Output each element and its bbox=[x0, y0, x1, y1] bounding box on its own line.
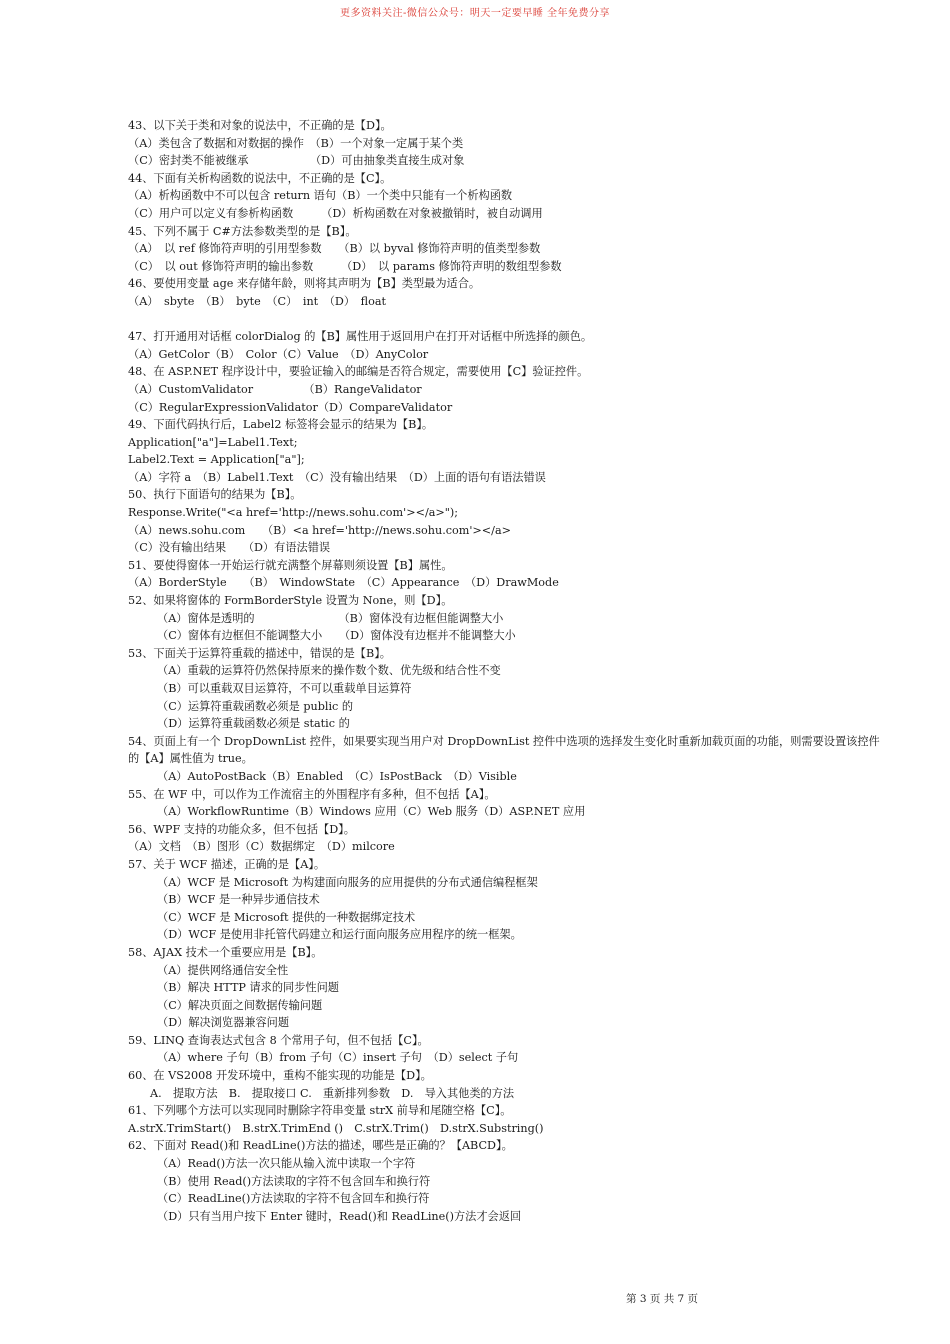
page-header-banner: 更多资料关注-微信公众号：明天一定要早睡 全年免费分享 bbox=[339, 8, 611, 19]
text-line: （B）WCF 是一种异步通信技术 bbox=[157, 893, 320, 907]
page-number-footer: 第 3 页 共 7 页 bbox=[626, 1293, 699, 1305]
question-text: 47、打开通用对话框 colorDialog 的【B】属性用于返回用户在打开对话框中所选择的颜色。 bbox=[128, 330, 593, 344]
text-line: （A）WCF 是 Microsoft 为构建面向服务的应用提供的分布式通信编程框架 bbox=[157, 875, 538, 889]
text-line: （A）Read()方法一次只能从输入流中读取一个字符 bbox=[157, 1157, 416, 1171]
text-line: （C）解决页面之间数据传输问题 bbox=[157, 998, 323, 1012]
text-line: （A）CustomValidator （B）RangeValidator bbox=[128, 382, 422, 396]
question-text: 58、AJAX 技术一个重要应用是【B】。 bbox=[128, 945, 323, 959]
text-line: （A）news.sohu.com （B）<a href='http://news.sohu.com'></a> bbox=[128, 523, 511, 537]
text-line: （C）RegularExpressionValidator（D）CompareValidator bbox=[128, 400, 453, 414]
text-line: （C）窗体有边框但不能调整大小 （D）窗体没有边框并不能调整大小 bbox=[157, 629, 516, 643]
question-text: 48、在 ASP.NET 程序设计中，要验证输入的邮编是否符合规定，需要使用【C】验证控件。 bbox=[128, 365, 589, 379]
question-text: 43、以下关于类和对象的说法中，不正确的是【D】。 bbox=[128, 119, 392, 132]
text-line: Response.Write("<a href='http://news.sohu.com'></a>"); bbox=[128, 506, 459, 520]
text-line: Application["a"]=Label1.Text; bbox=[128, 435, 298, 449]
question-text: 50、执行下面语句的结果为【B】。 bbox=[128, 488, 302, 502]
text-line: （A） 以 ref 修饰符声明的引用型参数 （B）以 byval 修饰符声明的值类型参数 bbox=[128, 242, 541, 256]
text-line: （C）ReadLine()方法读取的字符不包含回车和换行符 bbox=[157, 1192, 430, 1206]
text-line: （A）WorkflowRuntime（B）Windows 应用（C）Web 服务（D）ASP.NET 应用 bbox=[157, 805, 586, 819]
text-line: （C）用户可以定义有参析构函数 （D）析构函数在对象被撤销时，被自动调用 bbox=[128, 206, 543, 220]
question-text: 45、下列不属于 C#方法参数类型的是【B】。 bbox=[128, 224, 357, 238]
text-line: （A）类包含了数据和对数据的操作 （B）一个对象一定属于某个类 bbox=[128, 136, 464, 150]
text-line: （C） 以 out 修饰符声明的输出参数 （D） 以 params 修饰符声明的数组型参数 bbox=[128, 259, 562, 273]
text-line: （D）只有当用户按下 Enter 键时，Read()和 ReadLine()方法才会返回 bbox=[157, 1209, 522, 1223]
question-text: 57、关于 WCF 描述，正确的是【A】。 bbox=[128, 857, 326, 871]
blank-line bbox=[128, 311, 898, 329]
text-line: （D）运算符重载函数必须是 static 的 bbox=[157, 717, 350, 731]
question-text: 54、页面上有一个 DropDownList 控件，如果要实现当用户对 DropDownList 控件中选项的选择发生变化时重新加载页面的功能，则需要设置该控件 bbox=[128, 734, 880, 748]
text-line: （A）BorderStyle （B） WindowState （C）Appearance （D）DrawMode bbox=[128, 576, 559, 590]
question-text: 44、下面有关析构函数的说法中，不正确的是【C】。 bbox=[128, 171, 392, 185]
text-line: （A）where 子句（B）from 子句（C）insert 子句 （D）select 子句 bbox=[157, 1051, 519, 1065]
text-line: （A）字符 a （B）Label1.Text （C）没有输出结果 （D）上面的语句有语法错误 bbox=[128, 470, 546, 484]
question-text: 60、在 VS2008 开发环境中，重构不能实现的功能是【D】。 bbox=[128, 1069, 432, 1083]
text-line: （C）运算符重载函数必须是 public 的 bbox=[157, 699, 354, 713]
question-text: 52、如果将窗体的 FormBorderStyle 设置为 None，则【D】。 bbox=[128, 594, 453, 608]
text-line: （A）重载的运算符仍然保持原来的操作数个数、优先级和结合性不变 bbox=[157, 664, 501, 678]
text-line: A. 提取方法 B. 提取接口 C. 重新排列参数 D. 导入其他类的方法 bbox=[150, 1086, 515, 1100]
question-text: 56、WPF 支持的功能众多，但不包括【D】。 bbox=[128, 822, 355, 836]
text-line: （A）析构函数中不可以包含 return 语句（B）一个类中只能有一个析构函数 bbox=[128, 189, 513, 203]
text-line: Label2.Text = Application["a"]; bbox=[128, 453, 305, 467]
question-text: 51、要使得窗体一开始运行就充满整个屏幕则须设置【B】属性。 bbox=[128, 558, 453, 572]
text-line: （B）可以重载双目运算符，不可以重载单目运算符 bbox=[157, 682, 412, 695]
text-line: （A）提供网络通信安全性 bbox=[157, 963, 289, 977]
text-line: （C）密封类不能被继承 （D）可由抽象类直接生成对象 bbox=[128, 154, 465, 168]
text-line: （C）没有输出结果 （D）有语法错误 bbox=[128, 541, 331, 555]
text-line: （A）GetColor（B） Color（C）Value （D）AnyColor bbox=[128, 347, 429, 361]
text-line: （C）WCF 是 Microsoft 提供的一种数据绑定技术 bbox=[157, 910, 416, 924]
question-text: 59、LINQ 查询表达式包含 8 个常用子句，但不包括【C】。 bbox=[128, 1033, 429, 1047]
text-line: 的【A】属性值为 true。 bbox=[128, 752, 253, 766]
text-line: （A）文档 （B）图形（C）数据绑定 （D）milcore bbox=[128, 840, 395, 854]
question-text: 53、下面关于运算符重载的描述中，错误的是【B】。 bbox=[128, 646, 391, 660]
text-line: （A） sbyte （B） byte （C） int （D） float bbox=[128, 294, 387, 308]
text-line: （D）WCF 是使用非托管代码建立和运行面向服务应用程序的统一框架。 bbox=[157, 928, 522, 942]
text-line: （D）解决浏览器兼容问题 bbox=[157, 1016, 290, 1030]
document-body bbox=[128, 117, 898, 1225]
text-line: （A）窗体是透明的 （B）窗体没有边框但能调整大小 bbox=[157, 611, 504, 625]
question-text: 61、下列哪个方法可以实现同时删除字符串变量 strX 前导和尾随空格【C】。 bbox=[128, 1104, 512, 1118]
text-line: （A）AutoPostBack（B）Enabled （C）IsPostBack （D）Visible bbox=[157, 769, 517, 783]
question-text: 62、下面对 Read()和 ReadLine()方法的描述，哪些是正确的？【ABCD】。 bbox=[128, 1139, 513, 1153]
text-line: （B）解决 HTTP 请求的同步性问题 bbox=[157, 981, 339, 995]
text-line: （B）使用 Read()方法读取的字符不包含回车和换行符 bbox=[157, 1174, 431, 1188]
question-text: 49、下面代码执行后，Label2 标签将会显示的结果为【B】。 bbox=[128, 418, 434, 432]
question-text: 55、在 WF 中，可以作为工作流宿主的外围程序有多种，但不包括【A】。 bbox=[128, 787, 496, 801]
text-line: A.strX.TrimStart() B.strX.TrimEnd () C.strX.Trim() D.strX.Substring() bbox=[128, 1121, 544, 1135]
question-text: 46、要使用变量 age 来存储年龄，则将其声明为【B】类型最为适合。 bbox=[128, 277, 481, 291]
